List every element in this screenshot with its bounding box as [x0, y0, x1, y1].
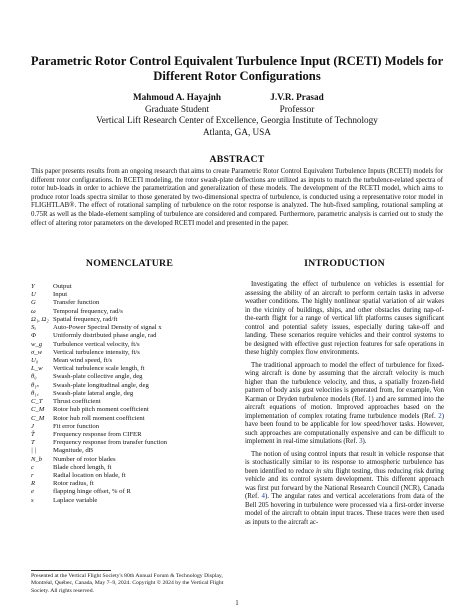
nomenclature-row: [31, 406, 228, 414]
nomenclature-description: Swash-plate collective angle, deg: [53, 373, 143, 381]
nomenclature-symbol: c: [31, 463, 34, 471]
nomenclature-symbol: ω: [31, 307, 36, 315]
nomenclature-symbol: G: [31, 299, 36, 307]
nomenclature-row: [31, 349, 228, 357]
nomenclature-description: Vertical turbulence scale length, ft: [53, 365, 145, 373]
page-number: 1: [235, 600, 239, 607]
nomenclature-description: Uniformly distributed phase angle, rad: [53, 332, 157, 340]
nomenclature-symbol: θ₁ₛ: [31, 381, 39, 389]
nomenclature-row: [31, 332, 228, 340]
nomenclature-description: Rotor hub pitch moment coefficient: [53, 406, 149, 414]
nomenclature-description: Rotor radius, ft: [53, 480, 94, 488]
nomenclature-symbol: U₀: [31, 356, 39, 364]
author-name: J.V.R. Prasad: [270, 92, 324, 102]
nomenclature-description: Number of rotor blades: [53, 455, 116, 463]
nomenclature-description: Laplace variable: [53, 496, 98, 504]
nomenclature-description: Input: [53, 291, 68, 299]
nomenclature-section: [31, 258, 228, 505]
introduction-heading: INTRODUCTION: [304, 258, 385, 269]
nomenclature-symbol: θ₀: [31, 373, 37, 381]
nomenclature-symbol: J: [31, 422, 34, 430]
nomenclature-row: [31, 308, 228, 316]
nomenclature-description: Rotor hub roll moment coefficient: [53, 414, 145, 422]
nomenclature-symbol: C_T: [31, 398, 43, 406]
intro-text-span: The traditional approach to model the effect of turbulence for fixed-wing aircraft is done by assuming that the aircraft velocity is much higher than the turbulence velocity, and thus, a spatially frozen-field pattern of body axis gust velocities is generated from, for example, Von Karman or Dryden turbulence models (Ref.: [245, 361, 444, 403]
abstract-text: This paper presents results from an ongoing research that aims to create Parametric Rotor Control Equivalent Turbulence Inputs (RCETI) models for different rotor configurations. In RCETI modeling, the rotor swash-plate deflections are utilized as inputs to match the turbulence-related spectra of rotor hub-loads in order to achieve the parametrization and generalization of these models. The development of the RCETI model, which aims to produce rotor loads spectra similar to those generated by two-dimensional spectra of turbulence, is conducted using a representative rotor model in FLIGHTLAB®. The effect of rotational sampling of turbulence on the rotor response is analyzed. The hub-fixed sampling, rotational sampling at 0.75R as well as the blade-element sampling of turbulence are considered and compared. Furthermore, parametric analysis is carried out to study the effect of altering rotor parameters on the developed RCETI model and presented in the paper.: [31, 168, 443, 227]
nomenclature-description: Turbulence vertical velocity, ft/s: [53, 340, 140, 348]
nomenclature-row: [31, 415, 228, 423]
nomenclature-row: [31, 439, 228, 447]
nomenclature-symbol: θ₁꜀: [31, 389, 39, 397]
nomenclature-symbol: T: [31, 439, 35, 447]
introduction-body: [245, 281, 444, 528]
intro-text-span: ). The angular rates and vertical accelerations from data of the Bell 205 hovering in turbulence were processed via a first-order inverse model of the aircraft to obtain input traces. These traces were then used as inputs to the aircraft ac-: [245, 493, 444, 526]
nomenclature-description: Swash-plate longitudinal angle, deg: [53, 381, 149, 389]
intro-italic-text: in situ: [315, 467, 334, 475]
intro-paragraph-2: [245, 362, 444, 447]
nomenclature-row: [31, 291, 228, 299]
nomenclature-description: flapping hinge offset, % of R: [53, 488, 131, 496]
nomenclature-row: [31, 472, 228, 480]
intro-text-span: ) and are summed into the aircraft equations of motion. Improved approaches based on the implementation of complex rotating frame turbulence models (Ref.: [245, 395, 444, 420]
nomenclature-row: [31, 324, 228, 332]
nomenclature-row: [31, 423, 228, 431]
nomenclature-row: [31, 357, 228, 365]
affiliation: Vertical Lift Research Center of Excellence, Georgia Institute of Technology: [96, 115, 378, 125]
nomenclature-heading: NOMENCLATURE: [85, 258, 174, 269]
intro-text-span: The notion of using control inputs that result in vehicle response that is stochastically similar to its response to atmospheric turbulence has been identified to reduce: [245, 450, 444, 475]
nomenclature-description: Mean wind speed, ft/s: [53, 356, 113, 364]
nomenclature-description: Fit error function: [53, 422, 100, 430]
nomenclature-description: Blade chord length, ft: [53, 463, 112, 471]
nomenclature-description: Magnitude, dB: [53, 447, 94, 455]
nomenclature-row: [31, 431, 228, 439]
nomenclature-description: Auto-Power Spectral Density of signal x: [53, 324, 162, 332]
citation-link[interactable]: 3: [359, 438, 363, 446]
nomenclature-row: [31, 341, 228, 349]
author-row: [30, 92, 444, 115]
nomenclature-symbol: L_w: [31, 365, 43, 373]
nomenclature-symbol: s: [31, 496, 34, 504]
nomenclature-list: [31, 283, 228, 505]
nomenclature-row: [31, 480, 228, 488]
nomenclature-description: Transfer function: [53, 299, 100, 307]
location: Atlanta, GA, USA: [203, 126, 271, 137]
nomenclature-symbol: Ω₁, Ω₂: [31, 315, 49, 323]
author-role: Professor: [279, 103, 315, 114]
nomenclature-symbol: Φ: [31, 332, 37, 340]
nomenclature-row: [31, 283, 228, 291]
nomenclature-symbol: C_M: [31, 414, 45, 422]
nomenclature-description: Vertical turbulence intensity, ft/s: [53, 348, 140, 356]
paper-title-line-1: Parametric Rotor Control Equivalent Turbulence Input (RCETI) Models for: [30, 54, 444, 68]
intro-text-span: flight testing, thus reducing risk during vehicle and its control system development. This different approach was first put forward by the National Research Council (NCR), Canada (Ref.: [245, 467, 444, 501]
nomenclature-description: Radial location on blade, ft: [53, 472, 126, 480]
nomenclature-row: [31, 497, 228, 505]
nomenclature-symbol: w_g: [31, 340, 43, 348]
author-2: [237, 92, 357, 115]
nomenclature-description: Frequency response from CIFER: [53, 430, 142, 438]
nomenclature-description: Output: [53, 283, 72, 290]
nomenclature-row: [31, 373, 228, 381]
nomenclature-symbol: U: [31, 291, 36, 299]
nomenclature-symbol: r: [31, 472, 34, 480]
nomenclature-row: [31, 398, 228, 406]
nomenclature-symbol: | |: [31, 447, 37, 455]
nomenclature-row: [31, 365, 228, 373]
nomenclature-symbol: R: [31, 480, 36, 488]
nomenclature-row: [31, 316, 228, 324]
nomenclature-description: Swash-plate lateral angle, deg: [53, 389, 134, 397]
nomenclature-row: [31, 464, 228, 472]
intro-paragraph-1: Investigating the effect of turbulence on vehicles is essential for assessing the ability of an aircraft to perform certain tasks in adverse weather conditions. The highly nonlinear spatial variation of air wakes in the vicinity of buildings, ships, and other obstacles during nap-of-the-earth flight for a range of vertical lift platforms causes significant control and potential safety issues, especially during take-off and landing. These scenarios require vehicles and their control systems to be designed with effective gust rejection features for safe operations in these highly complex flow environments.: [245, 281, 444, 357]
paper-title-line-2: Different Rotor Configurations: [153, 69, 321, 83]
nomenclature-row: [31, 456, 228, 464]
nomenclature-symbol: C_M: [31, 406, 45, 414]
citation-link[interactable]: 2: [438, 412, 442, 420]
footnote-divider: [31, 570, 111, 571]
nomenclature-description: Spatial frequency, rad/ft: [53, 315, 118, 323]
abstract-heading: ABSTRACT: [209, 154, 265, 165]
paper-title: [30, 54, 444, 84]
nomenclature-row: [31, 382, 228, 390]
author-role: Graduate Student: [144, 103, 210, 114]
nomenclature-symbol: N_b: [31, 455, 43, 463]
introduction-section: [245, 258, 444, 531]
nomenclature-row: [31, 447, 228, 455]
nomenclature-symbol: T̂: [31, 430, 35, 438]
nomenclature-row: [31, 299, 228, 307]
intro-text-span: ).: [362, 438, 367, 446]
intro-text-span: ) have been found to be applicable for low speed/hover tasks. However, such approaches are computationally expensive and can be difficult to implement in real-time simulations (Ref.: [245, 412, 444, 446]
nomenclature-description: Thrust coefficient: [53, 398, 101, 406]
nomenclature-row: [31, 488, 228, 496]
citation-link[interactable]: 4: [261, 493, 265, 501]
nomenclature-symbol: Sₓ: [31, 324, 37, 332]
nomenclature-description: Frequency response from transfer function: [53, 439, 168, 447]
author-name: Mahmoud A. Hayajnh: [132, 92, 222, 102]
author-1: [117, 92, 237, 115]
nomenclature-row: [31, 390, 228, 398]
nomenclature-symbol: Y: [31, 283, 35, 290]
citation-link[interactable]: 1: [367, 395, 372, 403]
intro-paragraph-3: [245, 451, 444, 528]
author-block: [30, 92, 444, 138]
nomenclature-description: Temporal frequency, rad/s: [53, 307, 123, 315]
footnote: Presented at the Vertical Flight Society's 80th Annual Forum & Technology Display, Montréal, Québec, Canada, May 7–9, 2024. Copyright © 2024 by the Vertical Flight Society. All rights reserved.: [31, 573, 224, 594]
nomenclature-symbol: σ_w: [31, 348, 43, 356]
nomenclature-symbol: e: [31, 488, 34, 496]
